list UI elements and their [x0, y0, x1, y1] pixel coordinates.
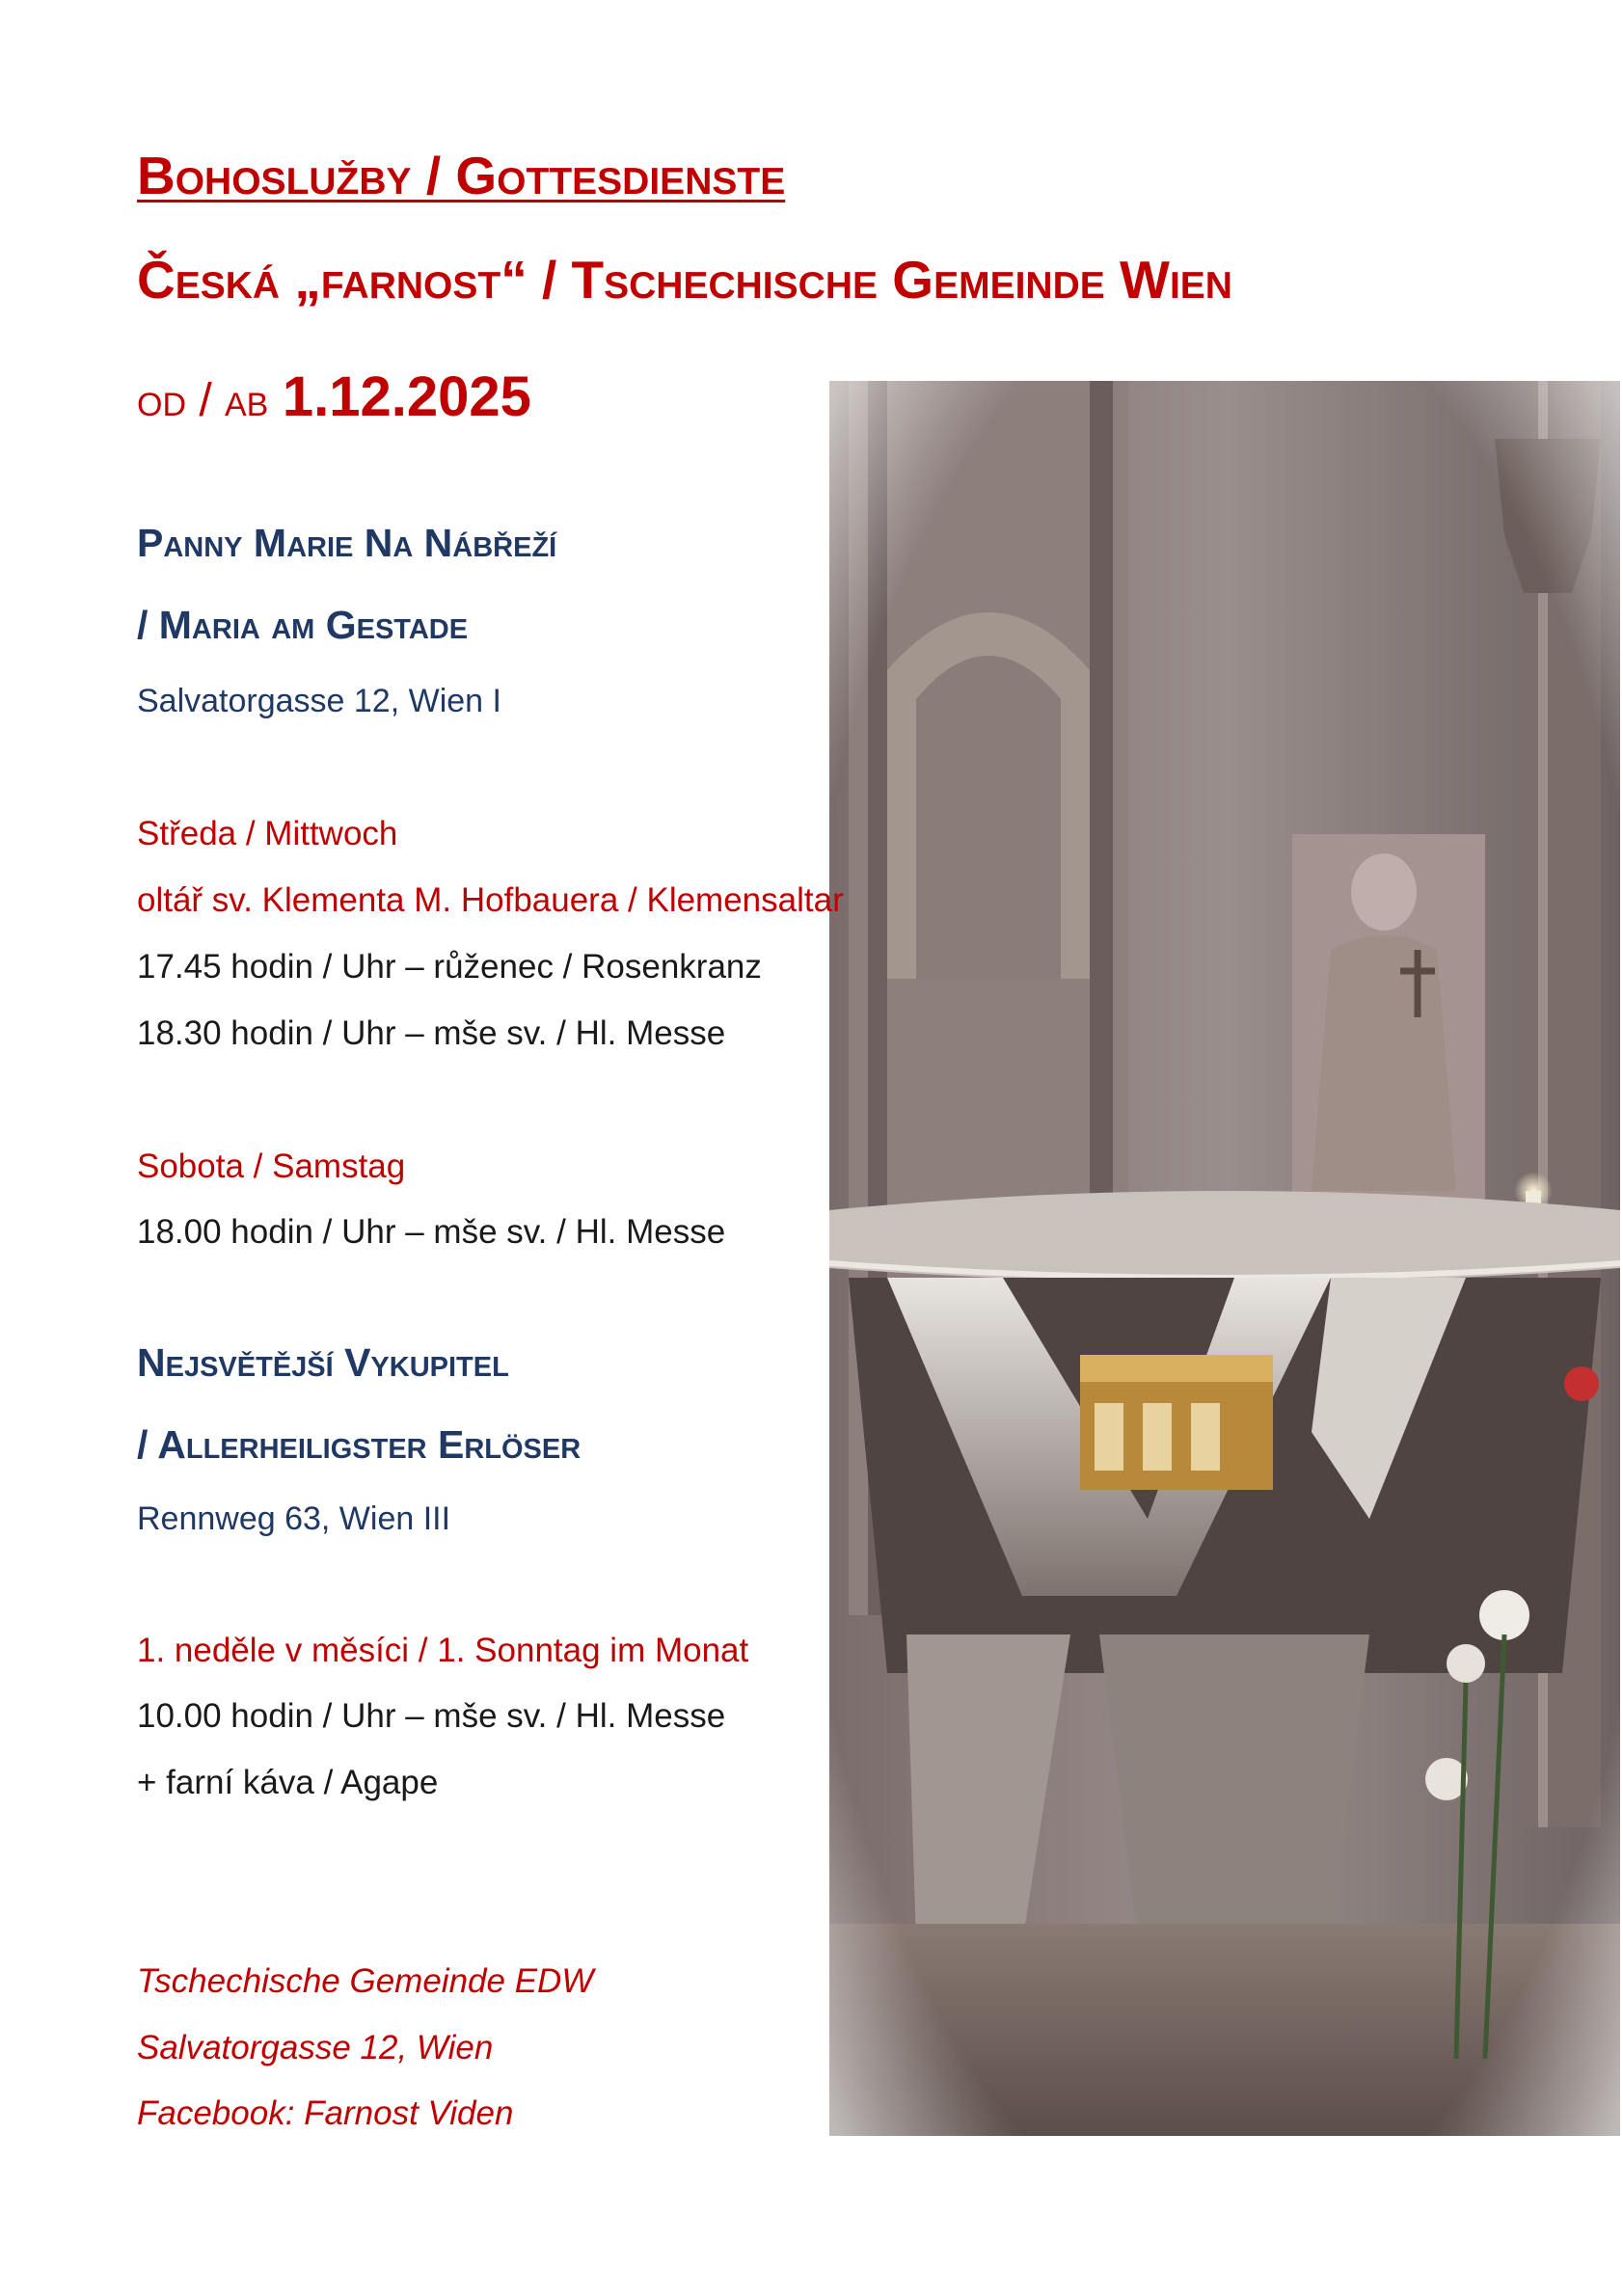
church-altar-photo	[829, 381, 1620, 2136]
church1-day2: Sobota / Samstag	[137, 1148, 406, 1185]
church1-time2: 18.30 hodin / Uhr – mše sv. / Hl. Messe	[137, 1014, 726, 1052]
church1-altar: oltář sv. Klementa M. Hofbauera / Klemensaltar	[137, 881, 844, 919]
footer-organization: Tschechische Gemeinde EDW	[137, 1962, 594, 2000]
valid-from-date: 1.12.2025	[282, 365, 531, 428]
date-line	[137, 365, 531, 429]
church1-name-line1: Panny Marie Na Nábřeží	[137, 521, 557, 565]
church2-name-line1: Nejsvětější Vykupitel	[137, 1340, 509, 1385]
date-prefix: od / ab	[137, 375, 269, 426]
church2-day: 1. neděle v měsíci / 1. Sonntag im Monat	[137, 1632, 749, 1669]
church1-name-line2: / Maria am Gestade	[137, 603, 469, 647]
footer-facebook: Facebook: Farnost Viden	[137, 2094, 514, 2132]
footer-address: Salvatorgasse 12, Wien	[137, 2029, 494, 2066]
page-title: Bohoslužby / Gottesdienste	[137, 146, 786, 205]
church1-time1: 17.45 hodin / Uhr – růženec / Rosenkranz	[137, 948, 762, 986]
church2-extra: + farní káva / Agape	[137, 1764, 439, 1801]
church2-address: Rennweg 63, Wien III	[137, 1500, 451, 1537]
church1-day1: Středa / Mittwoch	[137, 815, 398, 852]
church2-name-line2: / Allerheiligster Erlöser	[137, 1422, 582, 1467]
page-subtitle: Česká „farnost“ / Tschechische Gemeinde Wien	[137, 250, 1232, 310]
church1-time3: 18.00 hodin / Uhr – mše sv. / Hl. Messe	[137, 1213, 726, 1251]
church1-address: Salvatorgasse 12, Wien I	[137, 683, 501, 719]
church2-time: 10.00 hodin / Uhr – mše sv. / Hl. Messe	[137, 1697, 726, 1735]
